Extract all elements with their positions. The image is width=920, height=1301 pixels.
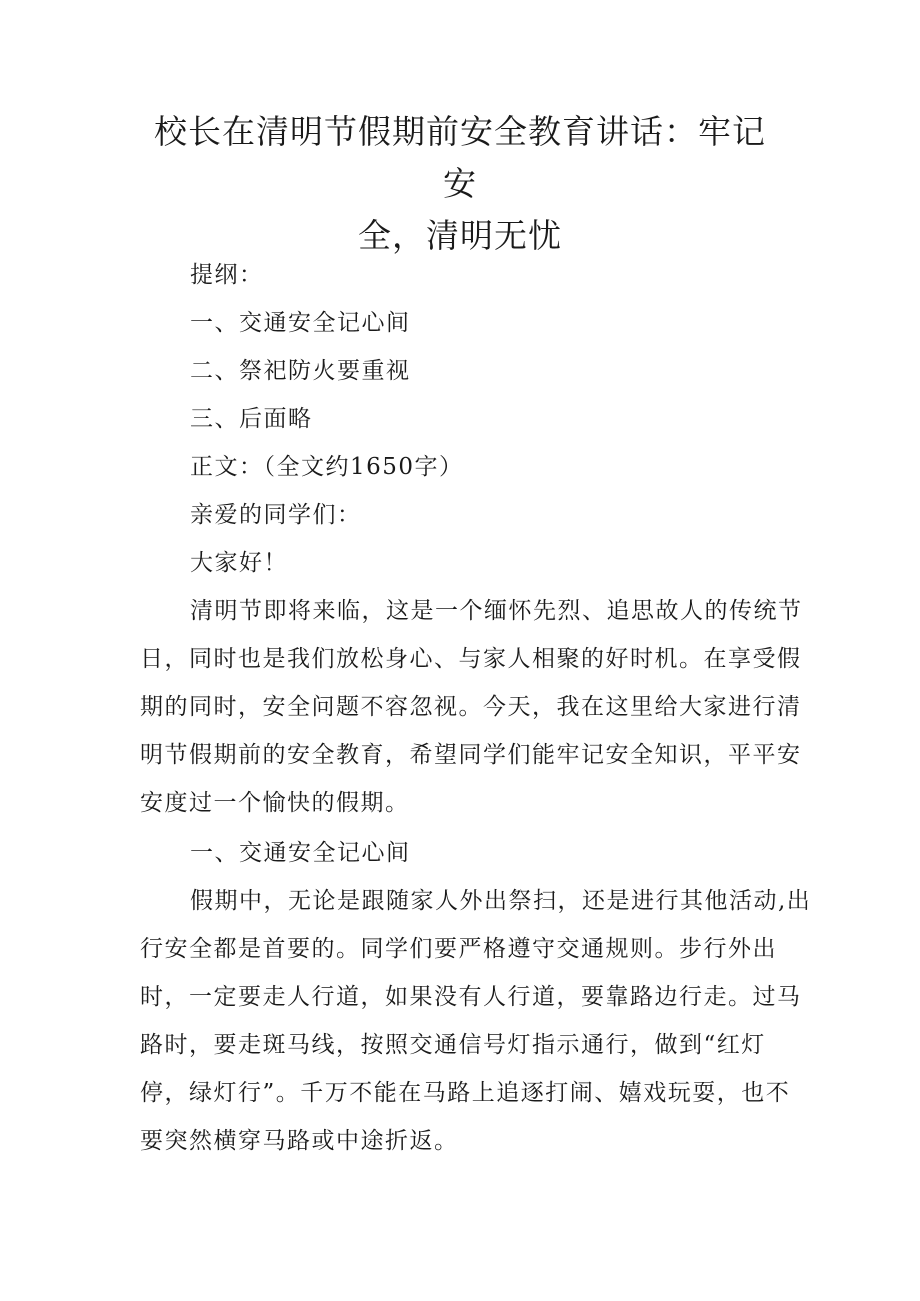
body-label: 正文：（全文约1650字） bbox=[190, 454, 464, 480]
paragraph-line: 要突然横穿马路或中途折返。 bbox=[140, 1128, 459, 1154]
paragraph-line: 路时，要走斑马线，按照交通信号灯指示通行，做到“红灯 bbox=[140, 1032, 766, 1058]
paragraph-line: 安度过一个愉快的假期。 bbox=[140, 790, 410, 816]
paragraph-line: 时，一定要走人行道，如果没有人行道，要靠路边行走。过马 bbox=[140, 984, 802, 1010]
title-line-1: 校长在清明节假期前安全教育讲话：牢记安 bbox=[154, 112, 766, 203]
paragraph-line: 行安全都是首要的。同学们要严格遵守交通规则。步行外出 bbox=[140, 936, 777, 962]
document-title bbox=[140, 106, 780, 262]
greeting: 亲爱的同学们： bbox=[190, 502, 362, 528]
paragraph-line: 日，同时也是我们放松身心、与家人相聚的好时机。在享受假 bbox=[140, 646, 802, 672]
outline-item-1: 一、交通安全记心间 bbox=[190, 310, 411, 336]
outline-item-3: 三、后面略 bbox=[190, 406, 313, 432]
paragraph-line: 明节假期前的安全教育，希望同学们能牢记安全知识，平平安 bbox=[140, 742, 802, 768]
title-line-2: 全，清明无忧 bbox=[358, 216, 562, 255]
paragraph-line: 清明节即将来临，这是一个缅怀先烈、追思故人的传统节 bbox=[190, 598, 803, 624]
section-heading-1: 一、交通安全记心间 bbox=[190, 840, 411, 866]
hello-line: 大家好！ bbox=[190, 550, 288, 576]
outline-label: 提纲： bbox=[190, 262, 264, 288]
paragraph-line: 停，绿灯行”。千万不能在马路上追逐打闹、嬉戏玩耍，也不 bbox=[140, 1080, 791, 1106]
intro-paragraph bbox=[140, 596, 803, 836]
paragraph-line: 假期中，无论是跟随家人外出祭扫，还是进行其他活动,出 bbox=[190, 888, 812, 914]
paragraph-line: 期的同时，安全问题不容忽视。今天，我在这里给大家进行清 bbox=[140, 694, 802, 720]
outline-item-2: 二、祭祀防火要重视 bbox=[190, 358, 411, 384]
section1-paragraph bbox=[140, 886, 812, 1174]
